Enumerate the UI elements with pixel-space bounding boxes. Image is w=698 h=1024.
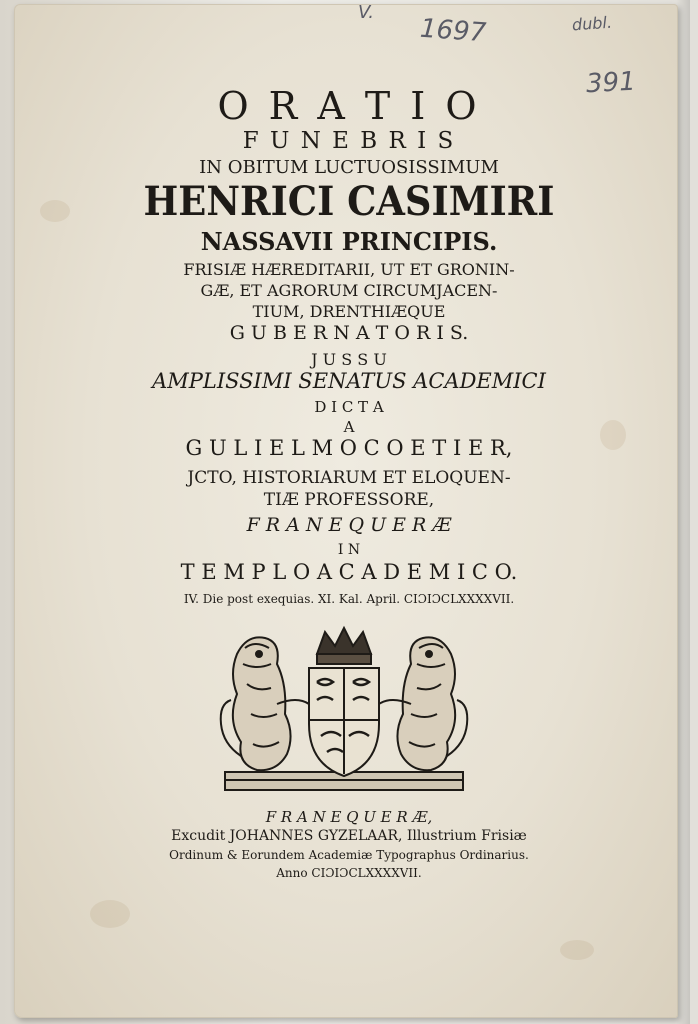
title-funebris: F U N E B R I S	[242, 128, 456, 154]
foxing-spot	[560, 940, 594, 960]
imprint-line-1: Excudit JOHANNES GYZELAAR, Illustrium Frisiæ	[171, 828, 527, 844]
title-a: A	[343, 418, 355, 436]
left-lion-icon	[233, 637, 291, 770]
foxing-spot	[90, 900, 130, 928]
title-in: I N	[337, 542, 361, 558]
title-jussu: J U S S U	[311, 350, 387, 369]
title-name: HENRICI CASIMIRI	[143, 178, 555, 225]
handwritten-note: dubl.	[571, 12, 613, 35]
title-jcto: JCTO, HISTORIARUM ET ELOQUEN-	[187, 468, 511, 488]
title-amplissimi: AMPLISSIMI SENATUS ACADEMICI	[152, 369, 546, 393]
title-gulielmo: G U L I E L M O C O E T I E R,	[185, 436, 513, 460]
imprint-line-2: Ordinum & Eorundem Academiæ Typographus Ordinarius.	[169, 848, 529, 862]
handwritten-mark: V.	[358, 2, 374, 23]
title-in-obitum: IN OBITUM LUCTUOSISSIMUM	[199, 157, 499, 178]
handwritten-number: 391	[585, 66, 637, 100]
title-dicta: D I C T A	[314, 398, 384, 416]
title-date-line: IV. Die post exequias. XI. Kal. April. CIƆIƆCLXXXXVII.	[183, 592, 515, 606]
imprint-line-3: Anno CIƆIƆCLXXXXVII.	[276, 866, 422, 880]
handwritten-year: 1697	[419, 13, 488, 49]
title-oratio: O R A T I O	[217, 84, 481, 128]
title-gubernatoris: G U B E R N A T O R I S.	[229, 322, 469, 344]
title-franequerae: F R A N E Q U E R Æ	[246, 514, 452, 536]
title-frisiae-2: GÆ, ET AGRORUM CIRCUMJACEN-	[200, 281, 498, 300]
right-lion-icon	[397, 637, 455, 770]
crown-icon	[317, 628, 371, 654]
imprint-place: F R A N E Q U E R Æ,	[265, 808, 433, 826]
title-templo: T E M P L O A C A D E M I C O.	[180, 560, 518, 584]
title-frisiae-1: FRISIÆ HÆREDITARII, UT ET GRONIN-	[183, 260, 515, 279]
title-nassavii: NASSAVII PRINCIPIS.	[200, 227, 498, 256]
title-tiae: TIÆ PROFESSORE,	[263, 490, 435, 510]
coat-of-arms-emblem	[217, 624, 471, 796]
title-frisiae-3: TIUM, DRENTHIÆQUE	[252, 302, 446, 321]
